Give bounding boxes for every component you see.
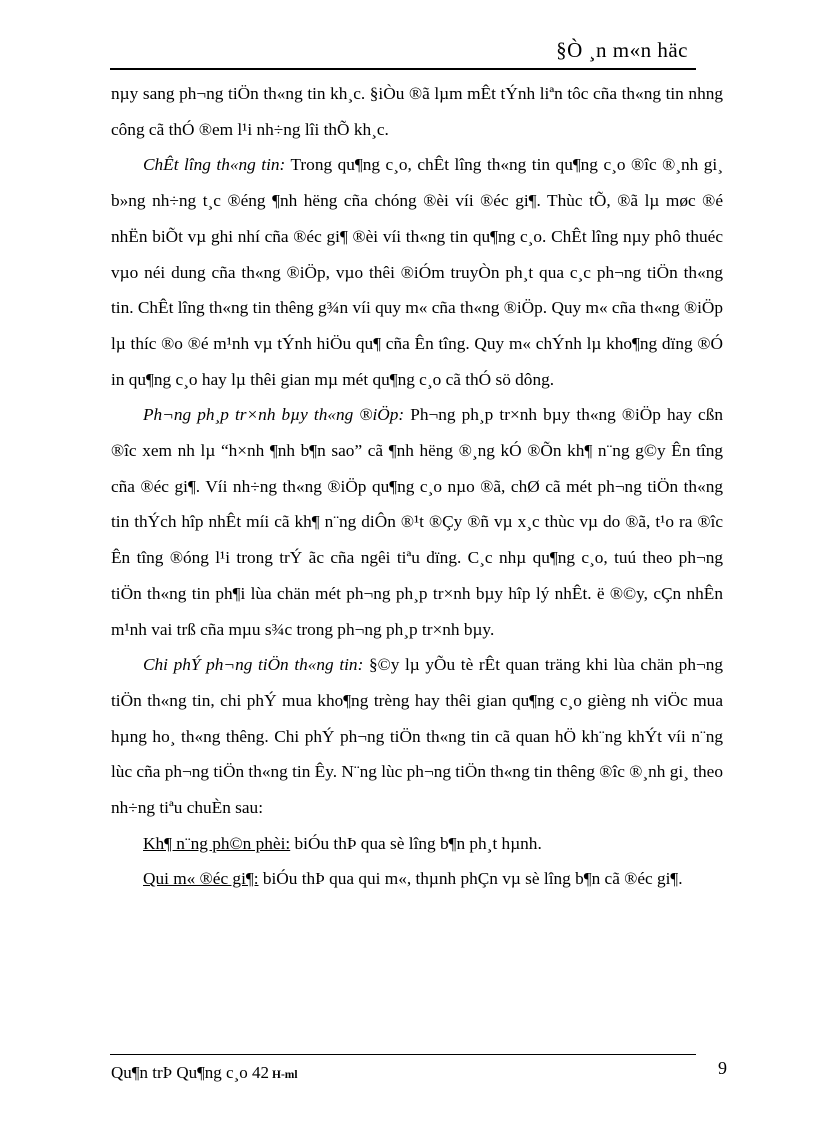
paragraph-text: Ph¬ng ph¸p tr×nh bµy th«ng ®iÖp hay cßn ®îc xem nh lµ “h×nh ¶nh b¶n sao” cã ¶nh hëng ®¸ng kÓ ®Õn kh¶ n¨ng g©y Ên tîng cña ®éc gi¶. Víi nh÷ng th«ng ®iÖp qu¶ng c¸o nµo ®ã, chØ cã mét ph¬ng tiÖn th«ng tin thÝch hîp nhÊt míi cã kh¶ n¨ng diÔn ®¹t ®Çy ®ñ vµ x¸c thùc vµ do ®ã, t¹o ra ®îc Ên tîng ®óng l¹i trong trÝ ãc cña ngêi tiªu dïng. C¸c nhµ qu¶ng c¸o, tuú theo ph¬ng tiÖn th«ng tin ph¶i lùa chän mét ph¬ng ph¸p tr×nh bµy hîp lý nhÊt. ë ®©y, cÇn nhÊn m¹nh vai trß cña mµu s¾c trong ph¬ng ph¸p tr×nh bµy. [111,405,723,639]
header-divider [110,68,696,70]
footer-title [111,1063,298,1083]
footer-code: H-ml [272,1069,298,1081]
paragraph-text: nµy sang ph¬ng tiÖn th«ng tin kh¸c. §iÒu ®ã lµm mÊt tÝnh liªn tôc cña th«ng tin nhng công cã thÓ ®em l¹i nh÷ng lîi thÕ kh¸c. [111,84,723,139]
paragraph-lead: Qui m« ®éc gi¶: [143,869,259,889]
paragraph-distribution [111,826,723,862]
paragraph-lead: Chi phÝ ph¬ng tiÖn th«ng tin: [143,655,364,675]
paragraph-info-quality [111,147,723,397]
paragraph-continuation [111,76,723,147]
paragraph-lead: Ph¬ng ph¸p tr×nh bµy th«ng ®iÖp: [143,405,405,425]
footer-divider [110,1054,696,1055]
paragraph-text: biÓu thÞ qua qui m«, thµnh phÇn vµ sè lîng b¶n cã ®éc gi¶. [258,869,683,889]
paragraph-lead: Kh¶ n¨ng ph©n phèi: [143,833,291,853]
paragraph-presentation-method [111,397,723,647]
paragraph-text: §©y lµ yÕu tè rÊt quan träng khi lùa chän ph¬ng tiÖn th«ng tin, chi phÝ mua kho¶ng trèng hay thêi gian qu¶ng c¸o gièng nh viÖc mua hµng ho¸ th«ng thêng. Chi phÝ ph¬ng tiÖn th«ng tin cã quan hÖ kh¨ng khÝt víi n¨ng lùc cña ph¬ng tiÖn th«ng tin Êy. N¨ng lùc ph¬ng tiÖn th«ng tin thêng ®îc ®¸nh gi¸ theo nh÷ng tiªu chuÈn sau: [111,655,723,818]
paragraph-lead: ChÊt lîng th«ng tin: [143,155,286,175]
paragraph-audience-size [111,861,723,897]
header-title: §Ò ¸n m«n häc [556,38,688,62]
paragraph-media-cost [111,647,723,826]
paragraph-text: Trong qu¶ng c¸o, chÊt lîng th«ng tin qu¶ng c¸o ®îc ®¸nh gi¸ b»ng nh÷ng t¸c ®éng ¶nh hëng cña chóng ®èi víi ®éc gi¶. Thùc tÕ, ®ã lµ møc ®é nhËn biÕt vµ ghi nhí cña ®éc gi¶ ®èi víi th«ng tin qu¶ng c¸o. ChÊt lîng nµy phô thuéc vµo néi dung cña th«ng ®iÖp, vµo thêi ®iÓm truyÒn ph¸t qua c¸c ph¬ng tiÖn th«ng tin. ChÊt lîng th«ng tin thêng g¾n víi quy m« cña th«ng ®iÖp. Quy m« cña th«ng ®iÖp lµ thíc ®o ®é m¹nh vµ tÝnh hiÖu qu¶ cña Ên tîng. Quy m« chÝnh lµ kho¶ng dïng ®Ó in qu¶ng c¸o hay lµ thêi gian mµ mét qu¶ng c¸o cã thÓ sö dông. [111,155,723,389]
document-body [111,76,723,897]
footer-title-text: Qu¶n trÞ Qu¶ng c¸o 42 [111,1063,270,1082]
paragraph-text: biÓu thÞ qua sè lîng b¶n ph¸t hµnh. [290,833,542,853]
page-number: 9 [718,1058,727,1078]
